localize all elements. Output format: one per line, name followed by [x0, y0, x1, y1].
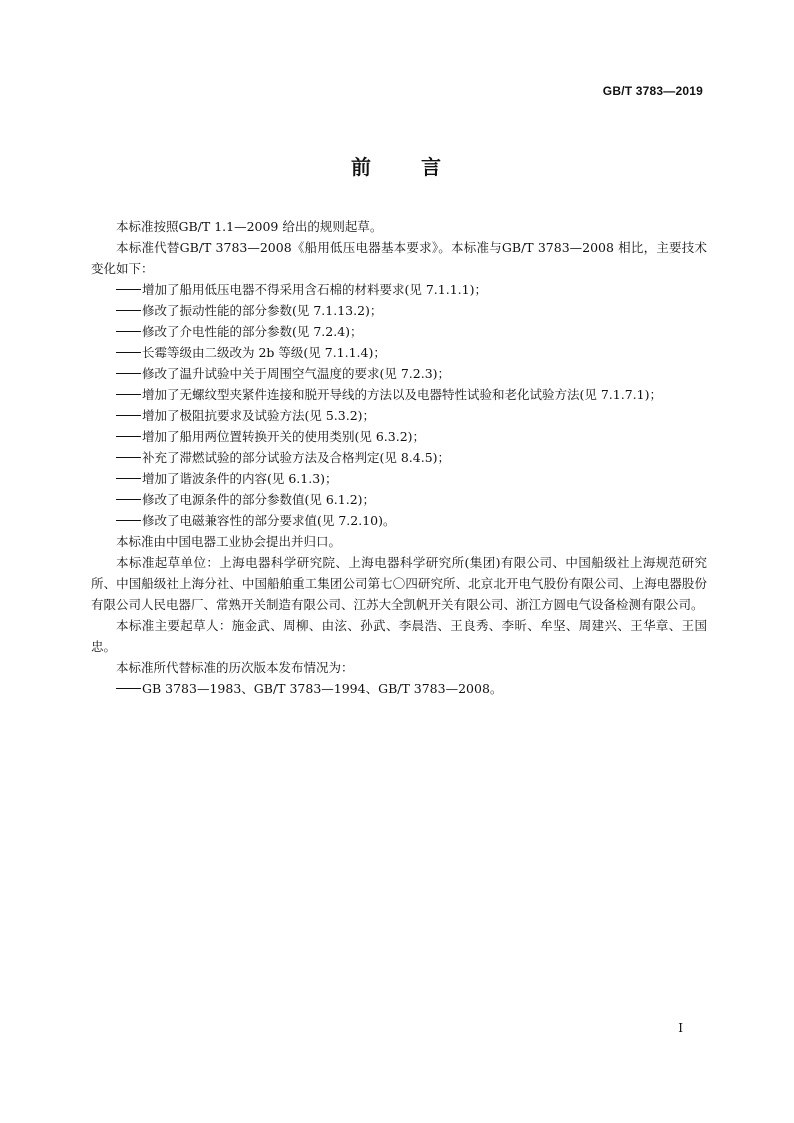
paragraph-drafting-units: 本标准起草单位：上海电器科学研究院、上海电器科学研究所(集团)有限公司、中国船级社上海规范研究所、中国船级社上海分社、中国船舶重工集团公司第七〇四研究所、北京北开电气股份有限公司、上海电器股份有限公司人民电器厂、常熟开关制造有限公司、江苏大全凯帆开关有限公司、浙江方圆电气设备检测有限公司。: [91, 555, 707, 612]
list-item: 修改了电源条件的部分参数值(见 6.1.2)；: [91, 489, 707, 510]
standard-code: GB/T 3783—2019: [602, 84, 703, 98]
list-item: 修改了介电性能的部分参数(见 7.2.4)；: [91, 321, 707, 342]
dash-mark: [116, 436, 141, 437]
dash-mark: [116, 331, 141, 332]
dash-mark: [116, 310, 141, 311]
dash-mark: [116, 415, 141, 416]
list-item: 增加了极阻抗要求及试验方法(见 5.3.2)；: [91, 405, 707, 426]
list-item: 长霉等级由二级改为 2b 等级(见 7.1.1.4)；: [91, 342, 707, 363]
paragraph-drafters: 本标准主要起草人：施金武、周柳、由泫、孙武、李晨浩、王良秀、李昕、牟坚、周建兴、王华章、王国忠。: [91, 618, 707, 654]
dash-mark: [116, 520, 141, 521]
paragraph-history-intro: 本标准所代替标准的历次版本发布情况为：: [116, 660, 354, 675]
list-item: 增加了谐波条件的内容(见 6.1.3)；: [91, 468, 707, 489]
dash-mark: [116, 289, 141, 290]
dash-mark: [116, 373, 141, 374]
list-item: 增加了船用两位置转换开关的使用类别(见 6.3.2)；: [91, 426, 707, 447]
page-number: I: [678, 1021, 683, 1035]
list-item: 补充了滞燃试验的部分试验方法及合格判定(见 8.4.5)；: [91, 447, 707, 468]
title-char-2: 言: [421, 155, 443, 179]
paragraph-proposer: 本标准由中国电器工业协会提出并归口。: [116, 534, 342, 549]
foreword-body: [91, 216, 707, 699]
history-item: GB 3783—1983、GB/T 3783—1994、GB/T 3783—2008。: [91, 678, 707, 699]
dash-mark: [116, 394, 141, 395]
dash-mark: [116, 499, 141, 500]
dash-mark: [116, 688, 141, 689]
paragraph-replacement: 本标准代替GB/T 3783—2008《船用低压电器基本要求》。本标准与GB/T 3783—2008 相比，主要技术变化如下：: [91, 240, 707, 276]
dash-mark: [116, 352, 141, 353]
list-item: 修改了电磁兼容性的部分要求值(见 7.2.10)。: [91, 510, 707, 531]
changes-list: [91, 279, 707, 531]
dash-mark: [116, 478, 141, 479]
title-char-1: 前: [351, 155, 373, 179]
list-item: 增加了船用低压电器不得采用含石棉的材料要求(见 7.1.1.1)；: [91, 279, 707, 300]
dash-mark: [116, 457, 141, 458]
page-title: [0, 151, 794, 180]
list-item: 修改了温升试验中关于周围空气温度的要求(见 7.2.3)；: [91, 363, 707, 384]
list-item: 增加了无螺纹型夹紧件连接和脱开导线的方法以及电器特性试验和老化试验方法(见 7.1.7.1)；: [91, 384, 707, 405]
paragraph-drafting-rule: 本标准按照GB/T 1.1—2009 给出的规则起草。: [116, 219, 383, 234]
list-item: 修改了振动性能的部分参数(见 7.1.13.2)；: [91, 300, 707, 321]
